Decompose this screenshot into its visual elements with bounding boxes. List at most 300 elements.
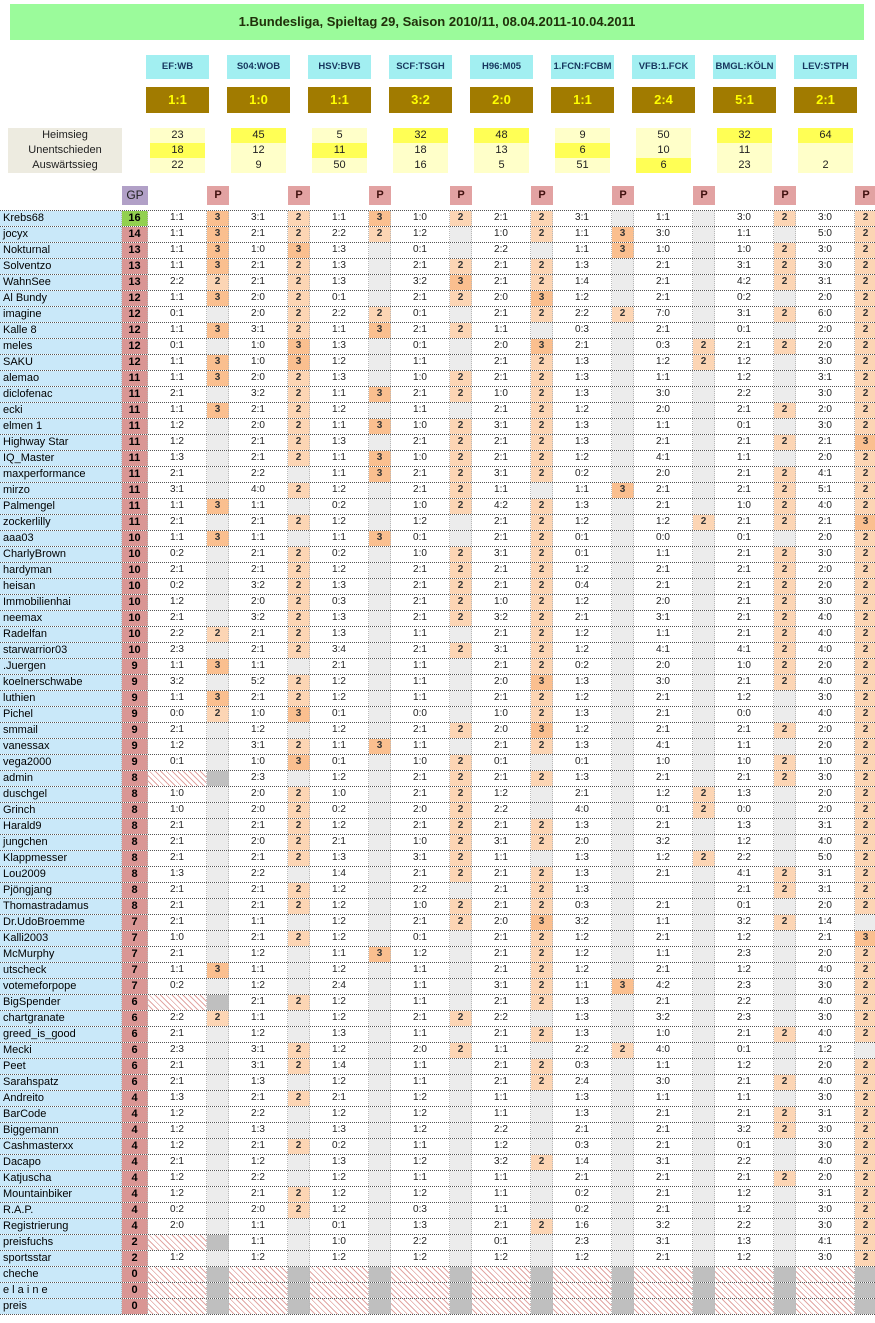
points-cell: 2 bbox=[531, 227, 553, 242]
tip-cell: 1:2 bbox=[310, 1171, 369, 1186]
points-cell: 2 bbox=[774, 755, 796, 770]
player-row bbox=[0, 691, 875, 707]
p-column-header: P bbox=[612, 186, 634, 205]
points-cell bbox=[693, 883, 715, 898]
points-cell bbox=[693, 835, 715, 850]
player-row bbox=[0, 1235, 875, 1251]
player-name: Thomastradamus bbox=[0, 899, 122, 914]
tip-cell: 3:1 bbox=[472, 643, 531, 658]
tip-cell: 0:1 bbox=[391, 307, 450, 322]
points-cell: 2 bbox=[774, 1171, 796, 1186]
tip-cell: 0:3 bbox=[553, 1139, 612, 1154]
points-cell: 2 bbox=[531, 547, 553, 562]
tip-cell: 2:3 bbox=[715, 979, 774, 994]
tip-cell: 1:2 bbox=[553, 691, 612, 706]
player-gp: 4 bbox=[122, 1187, 148, 1202]
points-cell bbox=[693, 691, 715, 706]
tip-cell: 3:1 bbox=[229, 211, 288, 226]
tip-cell: 2:1 bbox=[634, 563, 693, 578]
points-cell: 2 bbox=[855, 675, 875, 690]
tip-cell: 1:0 bbox=[310, 787, 369, 802]
player-name: Biggemann bbox=[0, 1123, 122, 1138]
points-cell: 2 bbox=[450, 291, 472, 306]
tip-cell: 1:2 bbox=[715, 1203, 774, 1218]
points-cell: 2 bbox=[531, 451, 553, 466]
points-cell: 2 bbox=[531, 771, 553, 786]
match-header: SCF:TSGH bbox=[389, 55, 452, 79]
points-cell bbox=[612, 419, 634, 434]
tip-cell: 2:1 bbox=[148, 915, 207, 930]
tip-cell: 1:0 bbox=[391, 499, 450, 514]
points-cell bbox=[207, 339, 229, 354]
points-cell: 3 bbox=[855, 931, 875, 946]
tip-cell: 1:2 bbox=[148, 1251, 207, 1266]
points-cell bbox=[612, 1187, 634, 1202]
player-name: greed_is_good bbox=[0, 1027, 122, 1042]
player-gp: 8 bbox=[122, 883, 148, 898]
points-cell: 2 bbox=[855, 371, 875, 386]
stat-home-value: 32 bbox=[717, 128, 772, 143]
points-cell: 2 bbox=[450, 563, 472, 578]
player-gp: 11 bbox=[122, 387, 148, 402]
points-cell bbox=[288, 1123, 310, 1138]
tip-cell: 1:2 bbox=[310, 1043, 369, 1058]
tip-cell: 2:1 bbox=[634, 1123, 693, 1138]
tip-cell-missing bbox=[391, 1267, 450, 1282]
points-cell bbox=[531, 1267, 553, 1282]
tip-cell: 2:2 bbox=[391, 883, 450, 898]
tip-cell-missing bbox=[634, 1299, 693, 1314]
tip-cell: 2:0 bbox=[796, 451, 855, 466]
player-name: aaa03 bbox=[0, 531, 122, 546]
tip-cell: 4:0 bbox=[796, 675, 855, 690]
player-gp: 6 bbox=[122, 1027, 148, 1042]
tip-cell: 3:2 bbox=[634, 1219, 693, 1234]
points-cell bbox=[774, 371, 796, 386]
points-cell: 2 bbox=[774, 339, 796, 354]
points-cell: 2 bbox=[693, 355, 715, 370]
tip-cell: 0:1 bbox=[391, 931, 450, 946]
tip-cell-missing bbox=[148, 1299, 207, 1314]
tip-cell: 1:0 bbox=[148, 787, 207, 802]
points-cell bbox=[369, 1267, 391, 1282]
tip-cell: 2:1 bbox=[472, 931, 531, 946]
points-cell bbox=[612, 1155, 634, 1170]
tip-cell: 1:1 bbox=[310, 387, 369, 402]
tip-cell: 1:3 bbox=[553, 1011, 612, 1026]
points-cell: 2 bbox=[855, 899, 875, 914]
match-header: VFB:1.FCK bbox=[632, 55, 695, 79]
points-cell bbox=[369, 723, 391, 738]
player-gp: 10 bbox=[122, 579, 148, 594]
stat-draw-value: 18 bbox=[150, 143, 205, 158]
points-cell: 2 bbox=[288, 1059, 310, 1074]
points-cell bbox=[207, 515, 229, 530]
tip-cell: 2:1 bbox=[229, 995, 288, 1010]
tip-cell: 2:1 bbox=[391, 915, 450, 930]
points-cell: 2 bbox=[288, 1091, 310, 1106]
points-cell: 2 bbox=[288, 387, 310, 402]
points-cell: 2 bbox=[774, 883, 796, 898]
points-cell bbox=[693, 979, 715, 994]
tip-cell: 2:1 bbox=[472, 819, 531, 834]
tip-cell: 1:1 bbox=[229, 963, 288, 978]
points-cell bbox=[207, 787, 229, 802]
tip-cell-missing bbox=[634, 1267, 693, 1282]
player-gp: 16 bbox=[122, 211, 148, 226]
points-cell bbox=[207, 947, 229, 962]
points-cell: 2 bbox=[207, 275, 229, 290]
player-gp: 10 bbox=[122, 643, 148, 658]
tip-cell: 2:2 bbox=[553, 1043, 612, 1058]
tip-cell: 1:1 bbox=[229, 915, 288, 930]
tip-cell: 2:1 bbox=[229, 563, 288, 578]
tip-cell: 2:1 bbox=[472, 307, 531, 322]
tip-cell: 2:1 bbox=[634, 323, 693, 338]
tip-cell: 0:1 bbox=[310, 291, 369, 306]
points-cell bbox=[612, 1299, 634, 1314]
tip-cell: 2:1 bbox=[310, 659, 369, 674]
points-cell bbox=[531, 243, 553, 258]
tip-cell: 2:1 bbox=[472, 627, 531, 642]
stat-draw-value: 18 bbox=[393, 143, 448, 158]
p-column-header: P bbox=[288, 186, 310, 205]
outcome-stats-block bbox=[0, 128, 875, 173]
points-cell: 2 bbox=[855, 995, 875, 1010]
tip-cell: 1:1 bbox=[229, 531, 288, 546]
player-row bbox=[0, 755, 875, 771]
tip-cell: 4:1 bbox=[715, 643, 774, 658]
player-name: zockerlilly bbox=[0, 515, 122, 530]
tip-cell: 1:4 bbox=[310, 867, 369, 882]
tip-cell: 2:1 bbox=[391, 819, 450, 834]
points-cell bbox=[288, 1219, 310, 1234]
tip-cell: 1:1 bbox=[310, 451, 369, 466]
points-cell: 2 bbox=[531, 963, 553, 978]
match-header: BMGL:KÖLN bbox=[713, 55, 776, 79]
player-row bbox=[0, 851, 875, 867]
tip-cell: 3:4 bbox=[310, 643, 369, 658]
tip-cell: 2:2 bbox=[472, 1123, 531, 1138]
points-cell bbox=[369, 963, 391, 978]
tip-cell: 1:0 bbox=[148, 803, 207, 818]
points-cell bbox=[450, 1107, 472, 1122]
stat-home-value: 50 bbox=[636, 128, 691, 143]
tip-cell: 1:3 bbox=[310, 1027, 369, 1042]
player-row bbox=[0, 419, 875, 435]
tip-cell: 2:0 bbox=[634, 595, 693, 610]
tip-cell: 3:0 bbox=[796, 1091, 855, 1106]
points-cell bbox=[693, 867, 715, 882]
points-cell: 2 bbox=[774, 211, 796, 226]
tip-cell: 4:1 bbox=[796, 467, 855, 482]
tip-cell: 3:0 bbox=[634, 1075, 693, 1090]
player-name: luthien bbox=[0, 691, 122, 706]
points-cell: 2 bbox=[531, 419, 553, 434]
match-result: 1:0 bbox=[227, 87, 290, 113]
tip-cell: 3:1 bbox=[229, 1059, 288, 1074]
points-cell: 2 bbox=[288, 259, 310, 274]
tip-cell: 1:1 bbox=[391, 355, 450, 370]
player-name: smmail bbox=[0, 723, 122, 738]
points-cell: 2 bbox=[855, 835, 875, 850]
points-cell: 3 bbox=[612, 227, 634, 242]
player-gp: 11 bbox=[122, 371, 148, 386]
tip-cell: 1:2 bbox=[310, 483, 369, 498]
points-cell bbox=[612, 291, 634, 306]
points-cell: 3 bbox=[207, 963, 229, 978]
player-row bbox=[0, 1155, 875, 1171]
points-cell bbox=[774, 835, 796, 850]
points-cell: 2 bbox=[855, 627, 875, 642]
player-row bbox=[0, 371, 875, 387]
tip-cell: 2:0 bbox=[796, 739, 855, 754]
points-cell: 2 bbox=[531, 979, 553, 994]
points-cell bbox=[450, 739, 472, 754]
points-cell: 2 bbox=[855, 1011, 875, 1026]
tip-cell: 1:0 bbox=[391, 755, 450, 770]
tip-cell: 0:1 bbox=[715, 323, 774, 338]
tip-cell-missing bbox=[796, 1283, 855, 1298]
tip-cell-missing bbox=[229, 1267, 288, 1282]
points-cell: 2 bbox=[774, 1027, 796, 1042]
tip-cell: 1:2 bbox=[310, 403, 369, 418]
points-cell: 2 bbox=[531, 579, 553, 594]
points-cell: 2 bbox=[288, 819, 310, 834]
tip-cell: 1:2 bbox=[391, 515, 450, 530]
points-cell: 2 bbox=[774, 723, 796, 738]
points-cell: 2 bbox=[855, 755, 875, 770]
points-cell: 2 bbox=[531, 835, 553, 850]
tip-cell: 3:0 bbox=[715, 211, 774, 226]
points-cell bbox=[207, 611, 229, 626]
points-cell bbox=[369, 979, 391, 994]
tip-cell: 5:0 bbox=[796, 851, 855, 866]
tip-cell: 2:1 bbox=[634, 691, 693, 706]
tip-cell: 1:1 bbox=[634, 371, 693, 386]
tip-cell: 2:1 bbox=[634, 931, 693, 946]
points-cell bbox=[693, 531, 715, 546]
points-cell bbox=[288, 467, 310, 482]
p-column-header: P bbox=[369, 186, 391, 205]
points-cell bbox=[693, 1011, 715, 1026]
points-cell bbox=[612, 323, 634, 338]
tip-cell: 2:1 bbox=[148, 467, 207, 482]
tip-cell: 2:1 bbox=[715, 1107, 774, 1122]
player-row bbox=[0, 1091, 875, 1107]
tip-cell: 1:1 bbox=[310, 211, 369, 226]
points-cell bbox=[369, 483, 391, 498]
tip-cell: 2:1 bbox=[472, 1027, 531, 1042]
player-name: Nokturnal bbox=[0, 243, 122, 258]
points-cell: 2 bbox=[855, 723, 875, 738]
points-cell: 2 bbox=[531, 211, 553, 226]
tip-cell: 1:3 bbox=[229, 1075, 288, 1090]
tip-cell: 1:0 bbox=[715, 243, 774, 258]
points-cell bbox=[450, 1139, 472, 1154]
points-cell bbox=[531, 1091, 553, 1106]
points-cell: 2 bbox=[855, 467, 875, 482]
points-cell: 3 bbox=[369, 467, 391, 482]
p-column-header: P bbox=[774, 186, 796, 205]
points-cell bbox=[207, 1139, 229, 1154]
tip-cell: 2:1 bbox=[715, 435, 774, 450]
tip-cell: 1:1 bbox=[553, 979, 612, 994]
tip-cell: 2:1 bbox=[391, 867, 450, 882]
tip-cell: 2:0 bbox=[472, 339, 531, 354]
points-cell bbox=[369, 787, 391, 802]
tip-cell: 3:0 bbox=[796, 1139, 855, 1154]
player-name: jungchen bbox=[0, 835, 122, 850]
tip-cell: 3:1 bbox=[634, 1155, 693, 1170]
points-cell: 3 bbox=[288, 755, 310, 770]
player-gp: 10 bbox=[122, 595, 148, 610]
points-cell: 3 bbox=[207, 659, 229, 674]
tip-cell: 4:0 bbox=[634, 1043, 693, 1058]
player-gp: 11 bbox=[122, 419, 148, 434]
points-cell bbox=[450, 355, 472, 370]
points-cell: 2 bbox=[531, 883, 553, 898]
tip-cell: 1:0 bbox=[229, 339, 288, 354]
player-gp: 9 bbox=[122, 659, 148, 674]
points-cell bbox=[693, 675, 715, 690]
tip-cell: 2:0 bbox=[553, 835, 612, 850]
tip-cell: 1:2 bbox=[715, 835, 774, 850]
tip-cell: 2:1 bbox=[472, 403, 531, 418]
tip-cell: 1:3 bbox=[310, 851, 369, 866]
points-cell bbox=[693, 1187, 715, 1202]
tip-cell: 1:2 bbox=[310, 1251, 369, 1266]
points-cell bbox=[369, 1027, 391, 1042]
tip-cell: 0:1 bbox=[715, 1139, 774, 1154]
player-row bbox=[0, 499, 875, 515]
points-cell bbox=[693, 1203, 715, 1218]
tip-cell: 1:1 bbox=[391, 1075, 450, 1090]
tip-cell: 1:0 bbox=[148, 931, 207, 946]
points-cell bbox=[693, 1235, 715, 1250]
player-row bbox=[0, 1043, 875, 1059]
points-cell: 3 bbox=[207, 531, 229, 546]
tip-cell-missing bbox=[796, 1299, 855, 1314]
player-gp: 14 bbox=[122, 227, 148, 242]
points-cell bbox=[774, 451, 796, 466]
points-cell: 2 bbox=[855, 1235, 875, 1250]
points-cell bbox=[369, 1107, 391, 1122]
points-cell bbox=[612, 1107, 634, 1122]
points-cell: 2 bbox=[774, 867, 796, 882]
tip-cell: 0:2 bbox=[553, 659, 612, 674]
tip-cell: 1:3 bbox=[553, 851, 612, 866]
tip-cell: 2:0 bbox=[796, 723, 855, 738]
tip-cell: 2:2 bbox=[310, 227, 369, 242]
points-cell: 2 bbox=[531, 275, 553, 290]
points-cell: 2 bbox=[612, 307, 634, 322]
tip-cell: 0:3 bbox=[553, 1059, 612, 1074]
tip-cell: 2:1 bbox=[391, 595, 450, 610]
tip-cell: 2:4 bbox=[310, 979, 369, 994]
points-cell: 2 bbox=[450, 803, 472, 818]
tip-cell: 3:0 bbox=[796, 691, 855, 706]
points-cell bbox=[369, 851, 391, 866]
tip-cell: 1:3 bbox=[553, 707, 612, 722]
tip-cell: 0:2 bbox=[310, 547, 369, 562]
points-cell: 2 bbox=[855, 1187, 875, 1202]
tip-cell: 2:1 bbox=[229, 259, 288, 274]
points-cell: 2 bbox=[450, 211, 472, 226]
player-row bbox=[0, 707, 875, 723]
tip-cell: 2:1 bbox=[472, 1075, 531, 1090]
points-cell bbox=[369, 931, 391, 946]
player-row bbox=[0, 723, 875, 739]
tip-cell: 1:2 bbox=[148, 1187, 207, 1202]
player-row bbox=[0, 675, 875, 691]
points-cell: 2 bbox=[531, 467, 553, 482]
tip-cell: 1:3 bbox=[310, 1155, 369, 1170]
player-row bbox=[0, 1251, 875, 1267]
player-gp: 12 bbox=[122, 355, 148, 370]
points-cell: 2 bbox=[855, 611, 875, 626]
points-cell bbox=[612, 499, 634, 514]
tip-cell: 2:1 bbox=[148, 883, 207, 898]
points-cell: 3 bbox=[207, 371, 229, 386]
tip-cell: 2:1 bbox=[229, 1139, 288, 1154]
tip-cell: 1:0 bbox=[472, 387, 531, 402]
points-cell: 2 bbox=[855, 499, 875, 514]
tip-cell: 2:1 bbox=[715, 771, 774, 786]
points-cell: 2 bbox=[450, 451, 472, 466]
tip-cell: 5:1 bbox=[796, 483, 855, 498]
tip-cell-missing bbox=[472, 1267, 531, 1282]
p-column-header: P bbox=[693, 186, 715, 205]
tip-cell: 4:0 bbox=[796, 1075, 855, 1090]
tip-cell-missing bbox=[148, 1235, 207, 1250]
points-cell: 2 bbox=[531, 643, 553, 658]
player-row bbox=[0, 211, 875, 227]
player-name: votemeforpope bbox=[0, 979, 122, 994]
points-cell bbox=[207, 851, 229, 866]
tip-cell: 1:1 bbox=[472, 1043, 531, 1058]
points-cell bbox=[612, 771, 634, 786]
tip-cell: 2:1 bbox=[472, 355, 531, 370]
tip-cell: 2:1 bbox=[148, 611, 207, 626]
points-cell: 2 bbox=[450, 851, 472, 866]
tip-cell: 1:1 bbox=[634, 419, 693, 434]
points-cell: 2 bbox=[774, 499, 796, 514]
points-cell bbox=[450, 403, 472, 418]
tip-cell: 2:1 bbox=[229, 899, 288, 914]
tip-cell: 2:1 bbox=[310, 1091, 369, 1106]
player-name: jocyx bbox=[0, 227, 122, 242]
player-name: diclofenac bbox=[0, 387, 122, 402]
points-cell bbox=[693, 707, 715, 722]
tip-cell: 0:3 bbox=[634, 339, 693, 354]
points-cell: 2 bbox=[774, 403, 796, 418]
tip-cell: 1:1 bbox=[148, 227, 207, 242]
tip-cell: 1:3 bbox=[310, 339, 369, 354]
tip-cell: 1:0 bbox=[229, 355, 288, 370]
points-cell: 2 bbox=[774, 1075, 796, 1090]
tip-cell: 3:1 bbox=[472, 419, 531, 434]
points-cell bbox=[774, 899, 796, 914]
tip-cell: 1:2 bbox=[391, 1091, 450, 1106]
points-cell bbox=[774, 963, 796, 978]
tip-cell: 2:0 bbox=[796, 1171, 855, 1186]
player-name: Harald9 bbox=[0, 819, 122, 834]
tip-cell: 2:2 bbox=[310, 307, 369, 322]
player-row bbox=[0, 835, 875, 851]
player-name: elmen 1 bbox=[0, 419, 122, 434]
tip-cell: 3:0 bbox=[796, 1123, 855, 1138]
